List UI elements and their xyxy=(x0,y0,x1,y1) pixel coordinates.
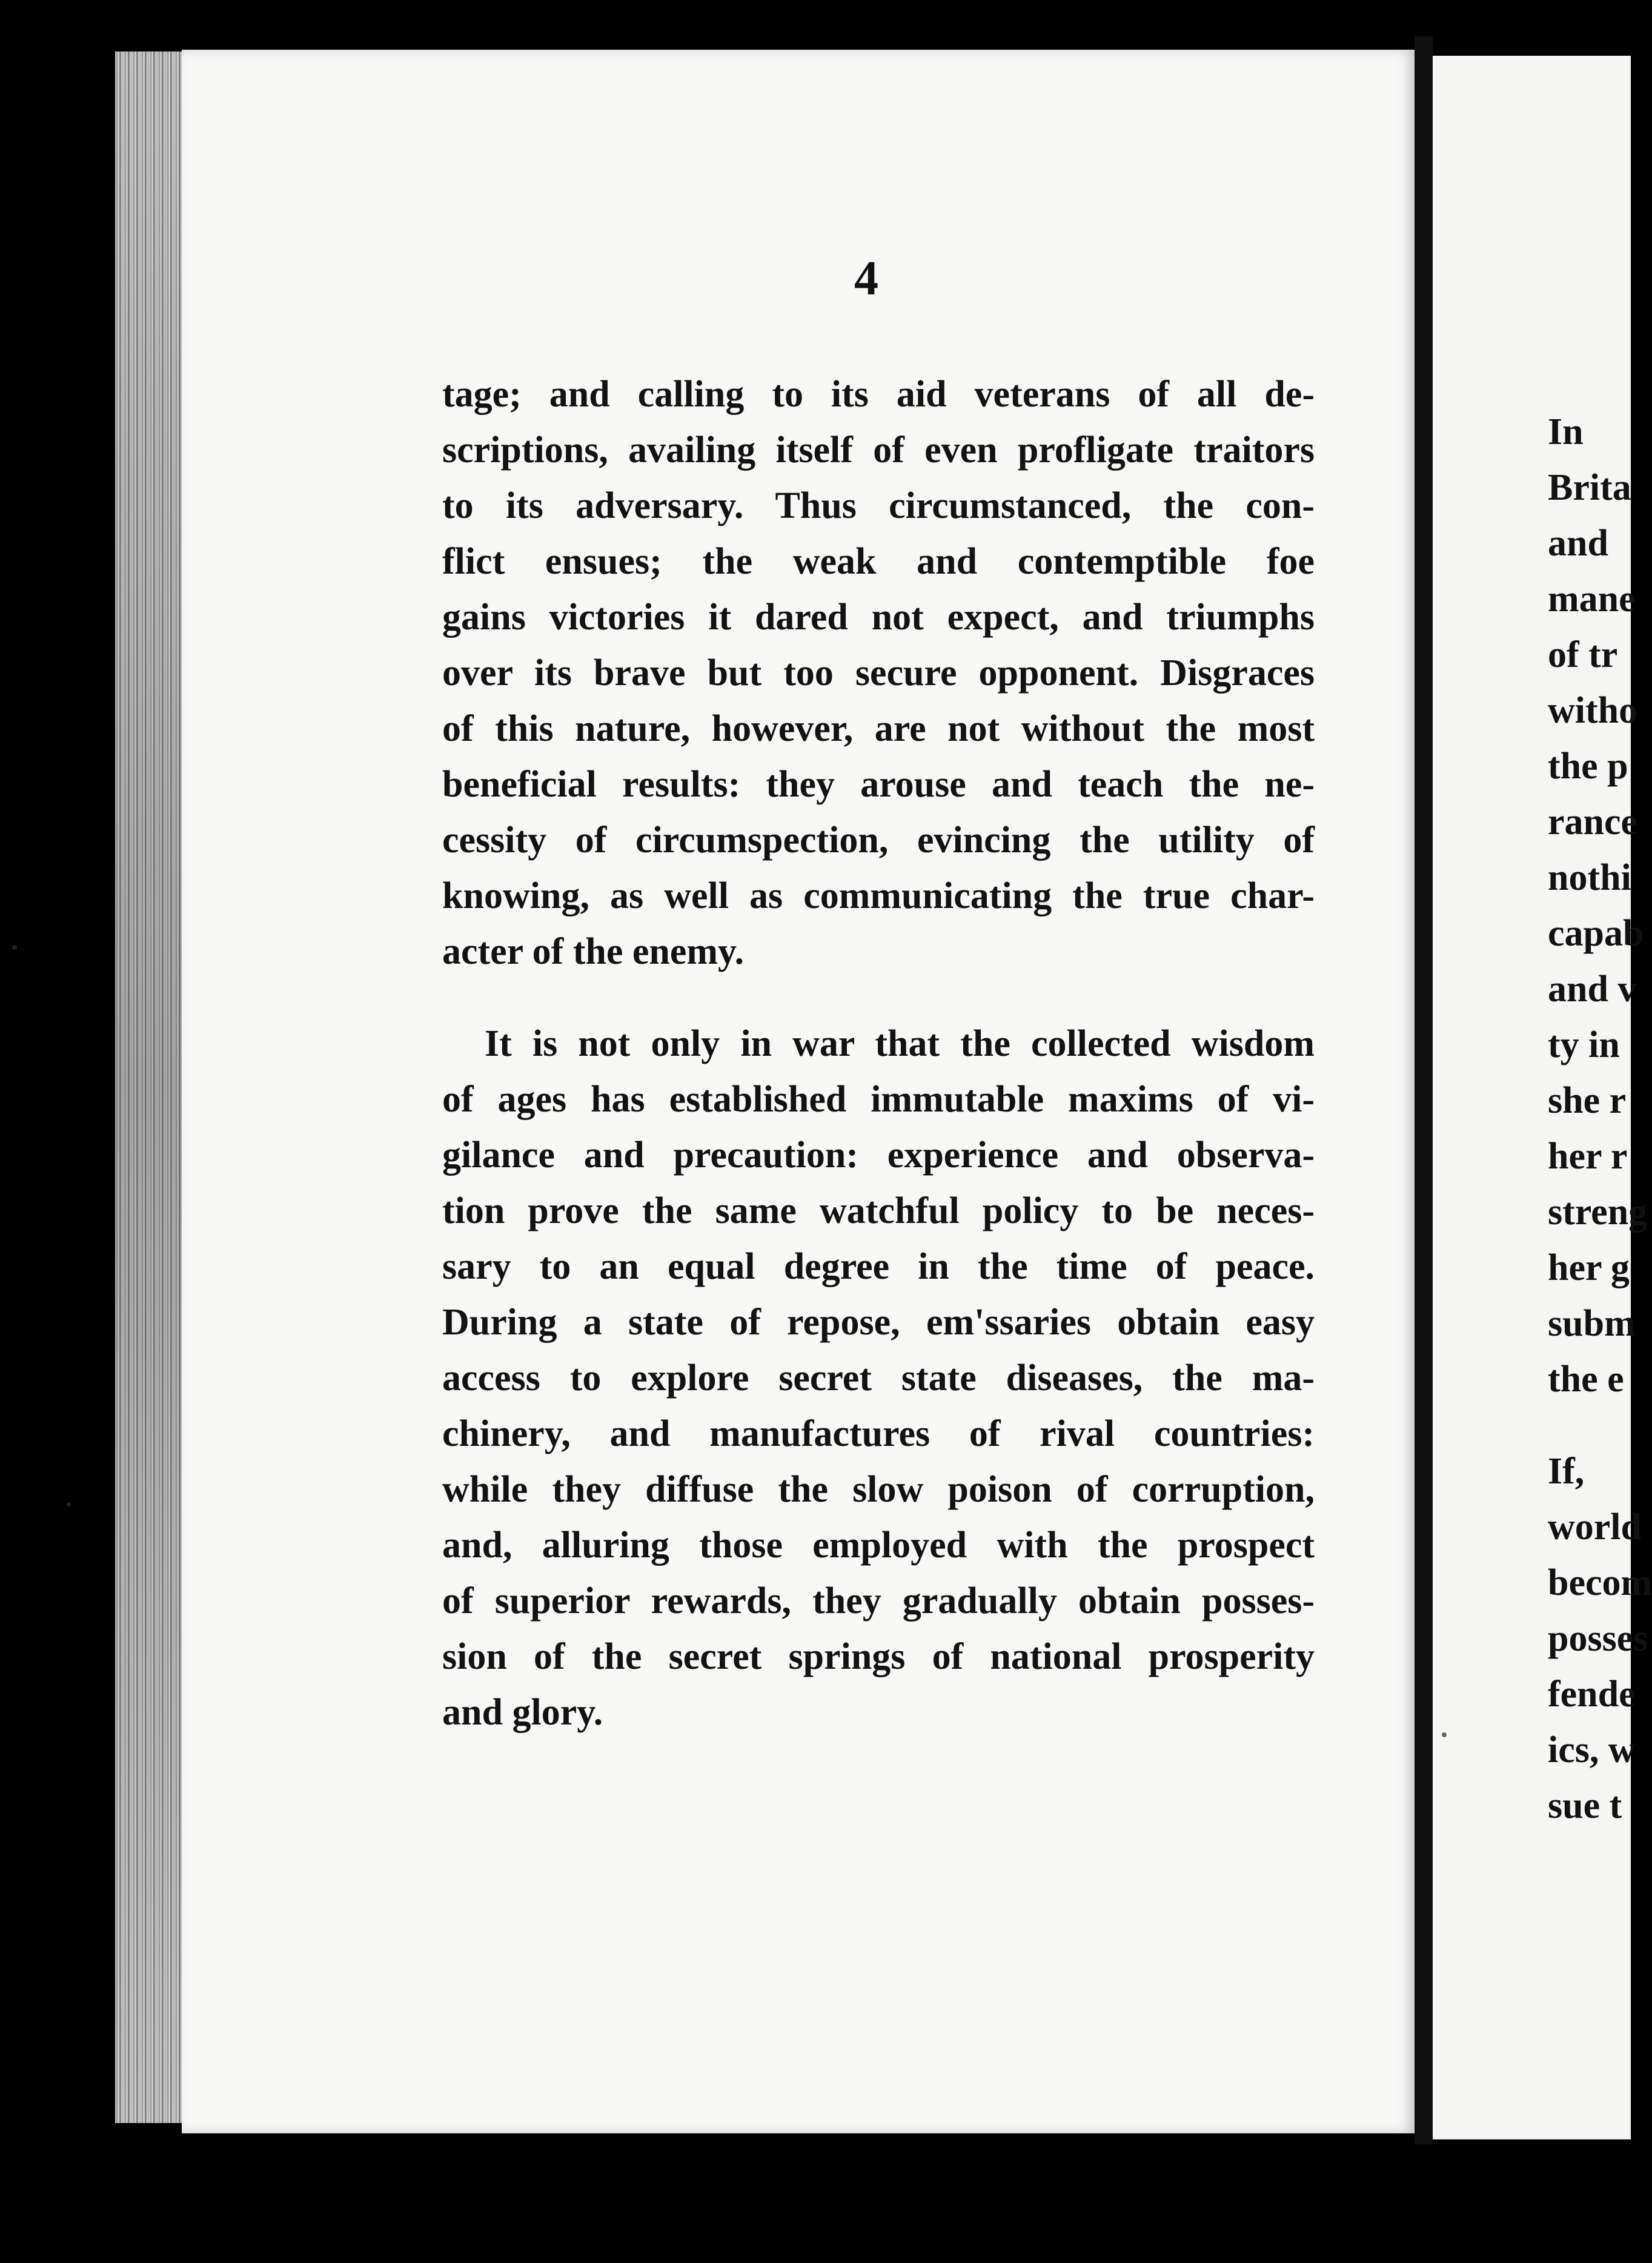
text-line: sion of the secret springs of national prosperity xyxy=(442,1636,1315,1677)
text-line: tage; and calling to its aid veterans of all de- xyxy=(442,374,1315,415)
text-line: cessity of circumspection, evincing the utility of xyxy=(442,820,1315,861)
right-page xyxy=(1433,56,1652,2139)
text-line: and, alluring those employed with the prospect xyxy=(442,1525,1315,1566)
right-line: If, xyxy=(1548,1451,1585,1492)
paragraph-2 xyxy=(442,1016,1315,1740)
right-line: fende xyxy=(1548,1674,1636,1715)
right-line: her g xyxy=(1548,1247,1630,1288)
scan-speck xyxy=(1442,1732,1447,1737)
paragraph-1 xyxy=(442,366,1315,979)
right-line: world xyxy=(1548,1506,1642,1548)
right-line: she r xyxy=(1548,1080,1627,1121)
text-line: flict ensues; the weak and contemptible foe xyxy=(442,541,1315,582)
text-line: It is not only in war that the collected wisdom xyxy=(485,1023,1315,1064)
text-line: tion prove the same watchful policy to be neces- xyxy=(442,1190,1315,1231)
right-line: mane xyxy=(1548,578,1636,620)
right-page-text xyxy=(1548,404,1652,1834)
text-line: During a state of repose, em'ssaries obtain easy xyxy=(442,1302,1315,1343)
page-number: 4 xyxy=(854,252,878,305)
text-line: sary to an equal degree in the time of peace. xyxy=(442,1246,1315,1287)
right-line: and v xyxy=(1548,969,1637,1010)
text-line: beneficial results: they arouse and teach the ne- xyxy=(442,764,1315,805)
text-line: gains victories it dared not expect, and triumphs xyxy=(442,597,1315,638)
right-line: of tr xyxy=(1548,634,1618,675)
scan-speck xyxy=(12,945,17,950)
right-line: the p xyxy=(1548,746,1628,787)
text-line: over its brave but too secure opponent. Disgraces xyxy=(442,652,1315,694)
text-line: chinery, and manufactures of rival countries: xyxy=(442,1413,1315,1454)
text-line: of this nature, however, are not without the most xyxy=(442,708,1315,749)
text-line: gilance and precaution: experience and observa- xyxy=(442,1135,1315,1176)
paragraph-gap xyxy=(1548,1407,1652,1443)
text-line: of superior rewards, they gradually obtain posses- xyxy=(442,1580,1315,1622)
text-line: scriptions, availing itself of even profligate traitors xyxy=(442,429,1315,471)
right-line: her r xyxy=(1548,1136,1628,1177)
text-line: of ages has established immutable maxims of vi- xyxy=(442,1079,1315,1120)
right-line: ics, w xyxy=(1548,1729,1636,1771)
right-line: posses xyxy=(1548,1618,1648,1659)
right-line: the e xyxy=(1548,1359,1624,1400)
right-line: nothi xyxy=(1548,857,1631,898)
right-line: and xyxy=(1548,523,1608,564)
text-line: knowing, as well as communicating the true char- xyxy=(442,875,1315,916)
right-line: streng xyxy=(1548,1191,1648,1233)
right-line: becom xyxy=(1548,1562,1652,1603)
text-line: acter of the enemy. xyxy=(442,931,745,972)
right-line: Brita xyxy=(1548,467,1631,508)
right-line: capab xyxy=(1548,913,1644,954)
right-line: ty in xyxy=(1548,1024,1620,1065)
right-line: witho xyxy=(1548,690,1638,731)
text-line: to its adversary. Thus circumstanced, the con- xyxy=(442,485,1315,526)
right-line: subm xyxy=(1548,1303,1636,1344)
text-line: while they diffuse the slow poison of corruption, xyxy=(442,1469,1315,1510)
right-line: sue t xyxy=(1548,1785,1622,1826)
left-page-text xyxy=(442,366,1315,1740)
scan-speck xyxy=(67,1502,71,1506)
right-line: In xyxy=(1548,411,1584,452)
book-gutter xyxy=(1415,36,1433,2144)
right-line: rance xyxy=(1548,801,1638,843)
text-line: access to explore secret state diseases, the ma- xyxy=(442,1357,1315,1399)
text-line: and glory. xyxy=(442,1692,603,1733)
